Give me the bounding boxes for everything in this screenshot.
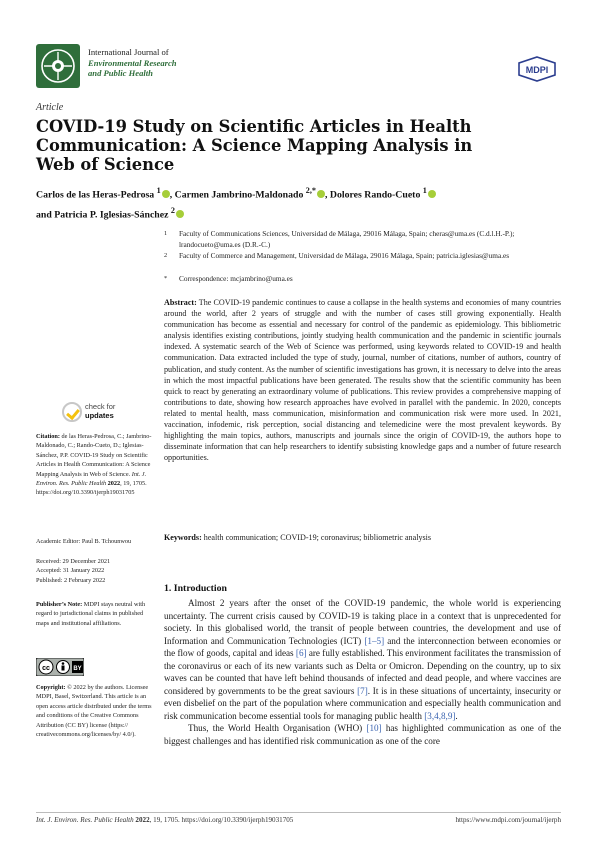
check-updates-line2: updates [85,410,114,420]
keywords-label: Keywords: [164,533,202,542]
affiliation-number: 2 [164,252,168,259]
abstract [164,297,561,463]
publisher-note-text: MDPI stays neutral with regard to jurisdictional claims in published maps and institutional affiliations. [36,601,146,627]
mdpi-logo [517,56,557,82]
publisher-note [36,600,156,628]
keywords-text: health communication; COVID-19; coronavirus; bibliometric analysis [201,533,432,542]
citation-link[interactable]: [6] [295,648,307,658]
dates-block [36,557,156,585]
orcid-icon[interactable] [317,190,325,198]
author-affil-sup: 2 [170,205,175,215]
introduction-body [164,597,561,747]
journal-name-line3: and Public Health [88,68,153,78]
by-icon-text: BY [73,666,82,672]
page-footer [36,812,561,824]
journal-name-line1: International Journal of [88,47,169,57]
keywords [164,533,561,542]
check-updates-line1: check for [85,402,116,411]
section-heading: 1. Introduction [164,583,227,594]
cc-icon-text: cc [42,665,50,672]
paragraph: Thus, the World Health Organisation (WHO) [10] has highlighted communication as one of the biggest challenges and has identified risk communication as one of the core [164,723,561,746]
check-for-updates-button[interactable] [62,402,152,424]
journal-name-line2: Environmental Research [88,57,177,68]
affiliation-1 [164,229,564,250]
author-name: , Dolores Rando-Cueto [325,189,423,201]
affiliation-2 [164,251,564,262]
date-accepted: Accepted: 31 January 2022 [36,567,105,575]
copyright-block [36,683,156,739]
orcid-icon[interactable] [176,210,184,218]
check-updates-icon [62,402,82,422]
affiliation-number: * [164,275,168,282]
citation-link[interactable]: [10] [366,723,382,733]
copyright-text: © 2022 by the authors. Licensee MDPI, Basel, Switzerland. This article is an open access article distributed under the terms and conditions of the Creative Commons Attribution (CC BY) license (https:// creativecommons.org/licenses/by/ 4.0/). [36,684,152,739]
author-affil-sup: 2,* [305,186,316,195]
citation-link[interactable]: [1–5] [364,635,385,646]
date-received: Received: 29 December 2021 [36,558,111,565]
citation-journal: Int. J. Environ. Res. Public Health [36,470,147,488]
footer-journal-url[interactable]: https://www.mdpi.com/journal/ijerph [455,816,561,824]
affiliation-text: Faculty of Communications Sciences, Universidad de Málaga, 29016 Málaga, Spain; cheras@uma.es (C.d.l.H.-P.); lrandocueto@uma.es (D.R.-C.) [179,229,515,249]
affiliation-number: 1 [164,230,168,237]
citation-link[interactable]: [7] [357,685,368,696]
article-title: COVID-19 Study on Scientific Articles in Health Communication: A Science Mapping Analysis in Web of Science [36,117,473,174]
abstract-label: Abstract: [164,298,197,307]
citation-text: de las Heras-Pedrosa, C.; Jambrino-Maldonado, C.; Rando-Cueto, D.; Iglesias-Sánchez, P.P. COVID-19 Study on Scientific Articles in Health Communication: A Science Mapping Analysis in Web of Science. [36,433,152,478]
orcid-icon[interactable] [428,190,436,198]
article-type: Article [36,102,64,113]
citation-link[interactable]: [3,4,8,9] [424,710,456,721]
citation-year: 2022 [106,480,121,488]
academic-editor: Academic Editor: Paul B. Tchounwou [36,538,132,545]
publisher-note-label: Publisher’s Note: [36,601,83,608]
author-affil-sup: 1 [156,186,161,195]
author-list [36,183,561,223]
cc-by-license-icon[interactable] [36,658,84,676]
author-affil-sup: 1 [422,186,427,195]
copyright-label: Copyright: [36,684,66,691]
affiliation-text: Faculty of Commerce and Management, Universidad de Málaga, 29016 Málaga, Spain; patricia.iglesias@uma.es [179,251,510,260]
citation-block [36,432,156,498]
correspondence [164,274,564,285]
affiliation-text: Correspondence: mcjambrino@uma.es [179,274,293,283]
abstract-text: The COVID-19 pandemic continues to cause a collapse in the health systems and economies of many countries around the world, after 2 years of struggle and with the number of cases still growing exponentially. Health communication has become as essential and necessary for control of the pandemic as epidemiology. This bibliometric analysis identifies existing contributions, jointly studying health communication and the pandemic in scientific journals indexed. A systematic search of the Web of Science was performed, using keywords related to COVID-19 and health communication. Data extracted included the type of study, journal, number of citations, number of authors, country of publication, and study content. As the number of scientific investigations has grown, it is necessary to delve into the areas in which the most impactful publications have been generated. The results show that the scientific community has been quick to react by generating an extraordinary volume of publications. This review provides a comprehensive mapping of contributions to date, showing how research approaches have evolved in parallel with the pandemic. In 2020, concepts related to mental health, mass communication, misinformation and communication risk were more used. In 2021, vaccination, infodemic, risk perception, social distancing and telemedicine were the most prevalent keywords. By highlighting the main topics, authors, manuscripts and journals since the origin of COVID-19, the authors hope to disseminate information that can help researchers to identify subsisting knowledge gaps and a number of future research opportunities. [164,298,561,463]
mdpi-logo-text: MDPI [525,65,549,75]
orcid-icon[interactable] [162,190,170,198]
author-name: Carlos de las Heras-Pedrosa [36,189,157,201]
date-published: Published: 2 February 2022 [36,576,106,584]
paragraph: Almost 2 years after the onset of the COVID-19 pandemic, the whole world is experiencing uncertainty. The current crisis caused by COVID-19 is taking place in a context that is unprecedented for society. In this globalised world, the transit of people between countries, the development and use of Information and Communication Technologies (ICT) [1–5] and the interconnection between economies or the flow of goods, capital and ideas [6] are fully established. This environment facilitates the transmission of the coronavirus or each of its new variants such as Delta or Omicron. Depending on the country, up to six waves can be counted that have left behind thousands of infected and dead people, and where vaccines are considered by governments to be the great saviours [7]. It is in these situations of uncertainty, insecurity or even disbelief on the part of the population where communication and especially health communication and risk communication become essential tools for managing public health [3,4,8,9]. [164,598,562,721]
footer-citation: Int. J. Environ. Res. Public Health 2022, 19, 1705. https://doi.org/10.3390/ijerph19031705 [36,816,294,824]
citation-label: Citation: [36,433,60,440]
citation-doi: , 19, 1705. https://doi.org/10.3390/ijerph19031705 [36,480,147,497]
journal-logo [36,44,80,88]
author-name: , Carmen Jambrino-Maldonado [169,189,306,201]
author-name: and Patricia P. Iglesias-Sánchez [36,209,171,221]
journal-name [88,47,177,79]
